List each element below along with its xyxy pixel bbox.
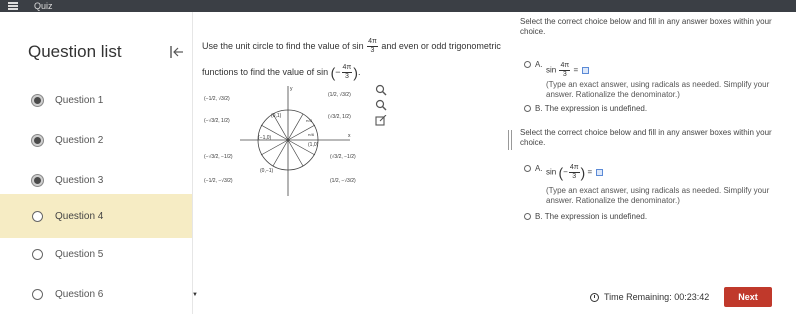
sin-text: sin	[546, 65, 557, 75]
question-list-panel	[0, 12, 192, 314]
point-top-label: (0,1)	[271, 113, 282, 119]
part2-expression	[546, 164, 603, 181]
next-button[interactable]: Next	[724, 287, 772, 307]
close-paren: )	[353, 64, 358, 81]
clock-icon	[590, 293, 599, 302]
time-remaining	[590, 292, 709, 302]
fraction-numerator: 4π	[560, 62, 570, 69]
part1-expression	[546, 62, 589, 79]
equals-sign: =	[573, 65, 579, 75]
fraction-numerator: 4π	[342, 64, 352, 71]
part1-option-a-radio[interactable]	[524, 61, 531, 68]
part2-option-a-radio[interactable]	[524, 165, 531, 172]
unanswered-status-icon	[32, 211, 43, 222]
point-q3-bot-label: (−1/2, −√3/2)	[204, 178, 233, 184]
question-item-2[interactable]	[0, 120, 192, 160]
question-item-4[interactable]	[0, 194, 192, 238]
question-item-1[interactable]	[0, 80, 192, 120]
point-q1-mid-label: (√3/2, 1/2)	[328, 114, 351, 120]
part2-instruction: Select the correct choice below and fill in any answer boxes within your choice.	[520, 128, 772, 147]
angle-pi6-label: π/6	[308, 132, 315, 137]
question-item-label: Question 5	[55, 248, 104, 260]
part2-answer-input[interactable]	[596, 169, 603, 176]
zoom-in-icon[interactable]	[375, 84, 387, 96]
column-resize-handle[interactable]	[508, 130, 512, 150]
question-item-label: Question 1	[55, 94, 104, 106]
fraction-numerator: 4π	[368, 38, 377, 45]
prompt-text: Use the unit circle to find the value of sin	[202, 40, 364, 51]
timer-label: Time Remaining:	[604, 292, 672, 302]
prompt-line-2: functions to find the value of sin (− $\frac{4\pi}{3}$ ).	[202, 64, 361, 81]
scroll-down-icon[interactable]: ▼	[192, 292, 198, 298]
prompt-text: and even or odd trigonometric	[381, 40, 501, 51]
part1-option-b[interactable]	[524, 104, 647, 113]
unanswered-status-icon	[32, 289, 43, 300]
option-letter: A.	[535, 164, 543, 173]
x-axis-label: x	[348, 133, 351, 139]
fraction-denominator: 3	[344, 73, 349, 80]
open-external-icon[interactable]	[375, 115, 387, 127]
point-q4-bot-label: (1/2, −√3/2)	[330, 178, 356, 184]
panel-divider	[192, 12, 193, 314]
question-item-5[interactable]	[0, 234, 192, 274]
answered-status-icon	[32, 175, 43, 186]
y-axis-label: y	[290, 86, 293, 92]
option-letter: A.	[535, 60, 543, 69]
point-left-label: (−1,0)	[258, 135, 272, 141]
fraction-numerator: 4π	[569, 164, 579, 171]
fraction-denominator: 3	[370, 47, 375, 54]
minus-sign: −	[335, 66, 341, 77]
menu-icon[interactable]	[8, 2, 18, 10]
zoom-out-icon[interactable]	[375, 99, 387, 111]
point-q3-mid-label: (−√3/2, −1/2)	[204, 154, 233, 160]
part1-answer-input[interactable]	[582, 67, 589, 74]
question-item-6[interactable]	[0, 274, 192, 314]
point-q2-mid-label: (−√3/2, 1/2)	[204, 118, 230, 124]
part2-option-b-radio[interactable]	[524, 213, 531, 220]
part2-option-a[interactable]	[524, 164, 543, 173]
angle-pi3-label: π/3	[306, 118, 313, 123]
point-q1-top-label: (1/2, √3/2)	[328, 92, 351, 98]
option-text: The expression is undefined.	[544, 104, 648, 113]
part2-option-b[interactable]	[524, 212, 647, 221]
open-paren: (	[330, 64, 336, 81]
fraction-denominator: 3	[562, 71, 567, 78]
point-q4-mid-label: (√3/2, −1/2)	[330, 154, 356, 160]
point-right-label: (1,0)	[308, 142, 319, 148]
fraction-denominator: 3	[572, 173, 577, 180]
point-q2-top-label: (−1/2, √3/2)	[204, 96, 230, 102]
part1-instruction: Select the correct choice below and fill in any answer boxes within your choice.	[520, 17, 772, 36]
expression-fraction	[569, 164, 580, 181]
prompt-text: functions to find the value of sin	[202, 66, 329, 77]
expression-fraction	[559, 62, 570, 79]
answered-status-icon	[32, 95, 43, 106]
part2-hint: (Type an exact answer, using radicals as needed. Simplify your answer. Rationalize the denominator.)	[546, 186, 770, 205]
prompt-fraction	[367, 38, 378, 55]
option-letter: B.	[535, 104, 543, 113]
prompt-fraction	[342, 64, 353, 81]
point-bottom-label: (0,−1)	[260, 168, 274, 174]
app-topbar	[0, 0, 796, 12]
close-paren: )	[580, 164, 586, 181]
question-item-label: Question 6	[55, 288, 104, 300]
unanswered-status-icon	[32, 249, 43, 260]
question-item-label: Question 3	[55, 174, 104, 186]
part1-option-a[interactable]	[524, 60, 543, 69]
question-item-label: Question 4	[55, 210, 104, 222]
option-letter: B.	[535, 212, 543, 221]
minus-sign: −	[563, 167, 568, 177]
question-item-label: Question 2	[55, 134, 104, 146]
part1-option-b-radio[interactable]	[524, 105, 531, 112]
timer-value: 00:23:42	[674, 292, 710, 302]
part1-hint: (Type an exact answer, using radicals as needed. Simplify your answer. Rationalize the denominator.)	[546, 80, 770, 99]
app-title: Quiz	[34, 1, 53, 11]
answered-status-icon	[32, 135, 43, 146]
unit-circle-figure	[200, 82, 390, 200]
collapse-panel-icon[interactable]	[170, 46, 184, 58]
equals-sign: =	[587, 167, 593, 177]
question-list-title: Question list	[28, 42, 122, 61]
open-paren: (	[558, 164, 564, 181]
option-text: The expression is undefined.	[544, 212, 648, 221]
sin-text: sin	[546, 167, 557, 177]
